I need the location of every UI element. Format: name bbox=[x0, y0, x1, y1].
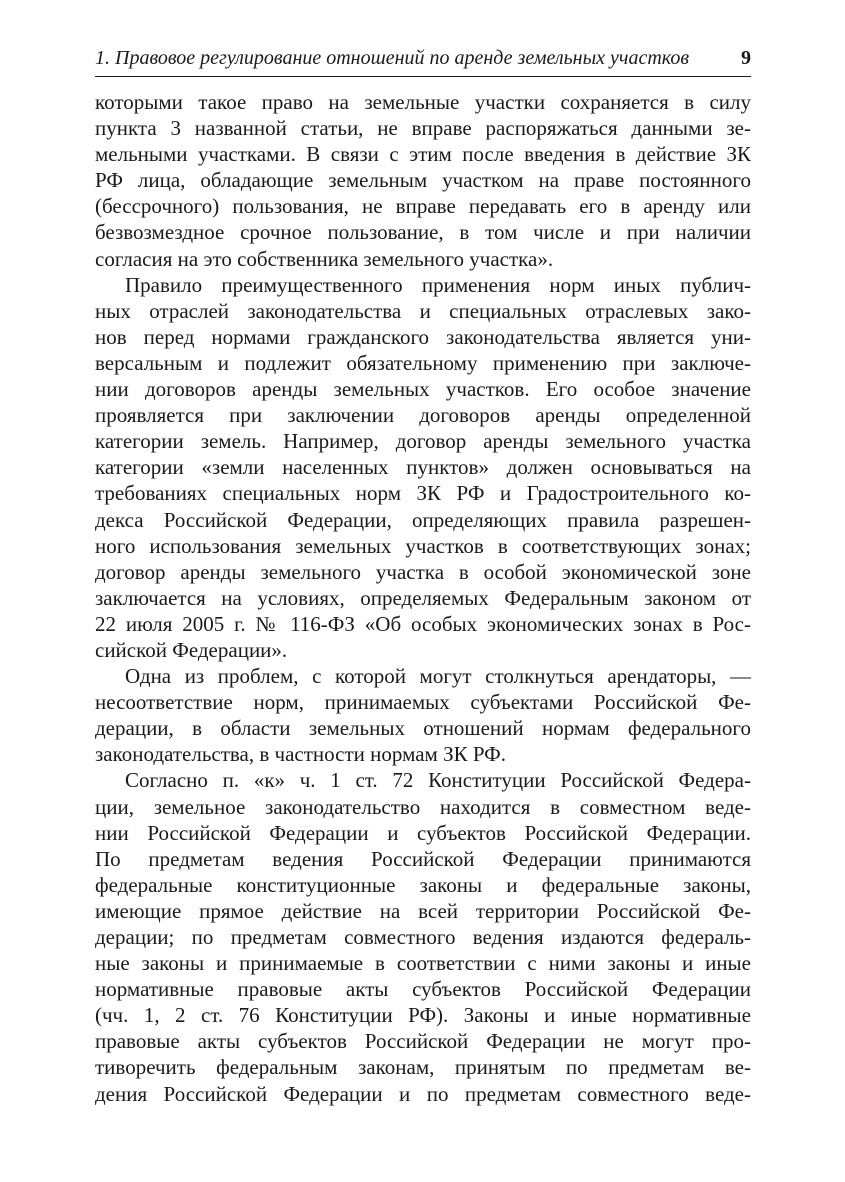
text-line: Правило преимущественного применения норм иных публич- bbox=[125, 272, 751, 297]
paragraph bbox=[95, 767, 751, 1106]
text-line: согласия на это собственника земельного участка». bbox=[95, 246, 554, 271]
text-line: ции, земельное законодательство находится в совместном веде- bbox=[95, 794, 751, 819]
text-line: тиворечить федеральным законам, принятым по предметам ве- bbox=[95, 1055, 751, 1080]
page-number: 9 bbox=[741, 47, 751, 69]
text-line: 22 июля 2005 г. № 116-ФЗ «Об особых экономических зонах в Рос- bbox=[95, 611, 751, 636]
text-line: несоответствие норм, принимаемых субъектами Российской Фе- bbox=[95, 690, 751, 715]
running-header bbox=[95, 44, 751, 77]
text-line: имеющие прямое действие на всей территории Российской Фе- bbox=[95, 898, 751, 923]
text-line: категории земель. Например, договор аренды земельного участка bbox=[95, 429, 751, 454]
text-line: правовые акты субъектов Российской Федерации не могут про- bbox=[95, 1029, 751, 1054]
chapter-title: 1. Правовое регулирование отношений по аренде земельных участков bbox=[95, 47, 690, 69]
text-line: безвозмездное срочное пользование, в том числе и при наличии bbox=[95, 220, 751, 245]
text-line: декса Российской Федерации, определяющих правила разрешен- bbox=[95, 507, 751, 532]
text-line: договор аренды земельного участка в особой экономической зоне bbox=[95, 559, 751, 584]
paragraph bbox=[95, 272, 751, 663]
text-line: сийской Федерации». bbox=[95, 637, 288, 662]
text-line: нии договоров аренды земельных участков. Его особое значение bbox=[95, 377, 751, 402]
text-line: (бессрочного) пользования, не вправе передавать его в аренду или bbox=[95, 194, 751, 219]
text-line: мельными участками. В связи с этим после введения в действие ЗК bbox=[95, 142, 751, 167]
text-line: нормативные правовые акты субъектов Российской Федерации bbox=[95, 977, 751, 1002]
text-line: пункта 3 названной статьи, не вправе распоряжаться данными зе- bbox=[95, 116, 751, 141]
text-line: дения Российской Федерации и по предметам совместного веде- bbox=[95, 1081, 751, 1106]
text-line: нов перед нормами гражданского законодательства является уни- bbox=[95, 324, 751, 349]
text-line: ные законы и принимаемые в соответствии с ними законы и иные bbox=[95, 951, 751, 976]
text-line: федеральные конституционные законы и федеральные законы, bbox=[95, 872, 751, 897]
page bbox=[95, 44, 751, 1107]
text-line: категории «земли населенных пунктов» должен основываться на bbox=[95, 455, 751, 480]
paragraph bbox=[95, 89, 751, 272]
text-line: заключается на условиях, определяемых Федеральным законом от bbox=[95, 585, 751, 610]
body-text bbox=[95, 89, 751, 1107]
text-line: ного использования земельных участков в соответствующих зонах; bbox=[95, 533, 751, 558]
text-line: РФ лица, обладающие земельным участком на праве постоянного bbox=[95, 168, 751, 193]
text-line: Согласно п. «к» ч. 1 ст. 72 Конституции Российской Федера- bbox=[125, 768, 751, 793]
text-line: дерации, в области земельных отношений нормам федерального bbox=[95, 716, 751, 741]
text-line: проявляется при заключении договоров аренды определенной bbox=[95, 403, 751, 428]
text-line: По предметам ведения Российской Федерации принимаются bbox=[95, 846, 751, 871]
text-line: Одна из проблем, с которой могут столкнуться арендаторы, — bbox=[125, 664, 751, 689]
text-line: которыми такое право на земельные участки сохраняется в силу bbox=[95, 90, 751, 114]
text-line: законодательства, в частности нормам ЗК РФ. bbox=[95, 742, 507, 767]
text-line: ных отраслей законодательства и специальных отраслевых зако- bbox=[95, 298, 751, 323]
text-line: нии Российской Федерации и субъектов Российской Федерации. bbox=[95, 820, 751, 845]
text-line: (чч. 1, 2 ст. 76 Конституции РФ). Законы и иные нормативные bbox=[95, 1003, 751, 1028]
text-line: версальным и подлежит обязательному применению при заключе- bbox=[95, 350, 751, 375]
paragraph bbox=[95, 663, 751, 767]
text-line: требованиях специальных норм ЗК РФ и Градостроительного ко- bbox=[95, 481, 751, 506]
text-line: дерации; по предметам совместного ведения издаются федераль- bbox=[95, 925, 751, 949]
